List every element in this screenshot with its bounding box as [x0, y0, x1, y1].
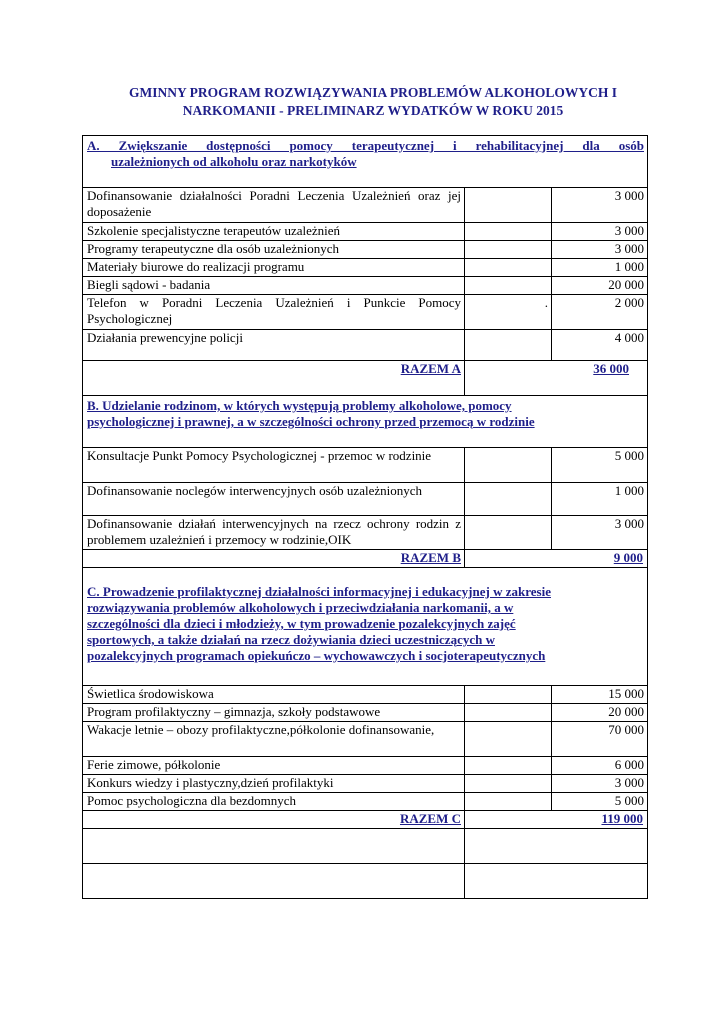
- row-amount: 3 000: [552, 188, 648, 223]
- row-description: Konkurs wiedzy i plastyczny,dzień profilaktyki: [83, 775, 465, 793]
- section-c-heading-line-3: szczególności dla dzieci i młodzieży, w tym prowadzenie pozalekcyjnych zajęć: [87, 616, 516, 631]
- row-amount: 3 000: [552, 223, 648, 241]
- row-description: Pomoc psychologiczna dla bezdomnych: [83, 793, 465, 811]
- row-mid-cell: [465, 793, 552, 811]
- total-value: 119 000: [465, 811, 648, 829]
- row-mid-cell: [465, 722, 552, 757]
- section-c-heading-line-5: pozalekcyjnych programach opiekuńczo – wychowawczych i socjoterapeutycznych: [87, 648, 546, 663]
- row-description: Działania prewencyjne policji: [83, 330, 465, 361]
- table-row: [83, 686, 648, 704]
- section-c-total-row: [83, 811, 648, 829]
- row-amount: 6 000: [552, 757, 648, 775]
- table-row: [83, 188, 648, 223]
- section-c-heading-line-2: rozwiązywania problemów alkoholowych i przeciwdziałania narkomanii, a w: [87, 600, 514, 615]
- row-description: Materiały biurowe do realizacji programu: [83, 259, 465, 277]
- total-label: RAZEM C: [83, 811, 465, 829]
- page-title: [60, 84, 686, 120]
- section-b-heading-line-1: B. Udzielanie rodzinom, w których występują problemy alkoholowe, pomocy: [87, 398, 512, 413]
- row-mid-cell: [465, 775, 552, 793]
- row-description: Dofinansowanie działalności Poradni Leczenia Uzależnień oraz jej doposażenie: [83, 188, 465, 223]
- table-row: [83, 295, 648, 330]
- total-label: RAZEM B: [83, 550, 465, 568]
- row-amount: 5 000: [552, 793, 648, 811]
- budget-table: [82, 135, 648, 899]
- section-b-total-row: [83, 550, 648, 568]
- row-mid-cell: [465, 483, 552, 516]
- row-mid-cell: [465, 757, 552, 775]
- empty-cell: [83, 829, 465, 864]
- row-amount: 4 000: [552, 330, 648, 361]
- table-row: [83, 793, 648, 811]
- row-mid-cell: [465, 516, 552, 550]
- row-amount: 1 000: [552, 259, 648, 277]
- table-row: [83, 241, 648, 259]
- total-value: 36 000: [465, 361, 648, 396]
- row-mid-cell: [465, 686, 552, 704]
- row-mid-cell: .: [465, 295, 552, 330]
- table-row: [83, 722, 648, 757]
- row-amount: 70 000: [552, 722, 648, 757]
- row-amount: 2 000: [552, 295, 648, 330]
- empty-cell: [83, 864, 465, 899]
- row-mid-cell: [465, 223, 552, 241]
- table-row: [83, 775, 648, 793]
- section-c-heading: [83, 568, 648, 686]
- table-row: [83, 259, 648, 277]
- row-description: Konsultacje Punkt Pomocy Psychologicznej - przemoc w rodzinie: [83, 448, 465, 483]
- section-a-heading: [83, 136, 648, 188]
- table-row: [83, 516, 648, 550]
- row-description: Telefon w Poradni Leczenia Uzależnień i Punkcie Pomocy Psychologicznej: [83, 295, 465, 330]
- section-b-header-row: [83, 396, 648, 448]
- title-line-1: GMINNY PROGRAM ROZWIĄZYWANIA PROBLEMÓW ALKOHOLOWYCH I: [129, 85, 617, 100]
- total-value: 9 000: [465, 550, 648, 568]
- section-a-heading-line-2: uzależnionych od alkoholu oraz narkotyków: [111, 154, 357, 169]
- row-mid-cell: [465, 277, 552, 295]
- row-description: Dofinansowanie noclegów interwencyjnych osób uzależnionych: [83, 483, 465, 516]
- row-amount: 3 000: [552, 516, 648, 550]
- table-row: [83, 483, 648, 516]
- row-amount: 3 000: [552, 241, 648, 259]
- empty-cell: [465, 864, 648, 899]
- section-c-heading-line-1: C. Prowadzenie profilaktycznej działalności informacyjnej i edukacyjnej w zakresie: [87, 584, 551, 599]
- section-b-heading-line-2: psychologicznej i prawnej, a w szczególności ochrony przed przemocą w rodzinie: [87, 414, 535, 429]
- total-label: RAZEM A: [83, 361, 465, 396]
- row-description: Szkolenie specjalistyczne terapeutów uzależnień: [83, 223, 465, 241]
- row-amount: 1 000: [552, 483, 648, 516]
- table-row: [83, 277, 648, 295]
- row-mid-cell: [465, 188, 552, 223]
- section-a-total-row: [83, 361, 648, 396]
- table-row: [83, 704, 648, 722]
- section-c-heading-line-4: sportowych, a także działań na rzecz dożywiania dzieci uczestniczących w: [87, 632, 495, 647]
- table-row: [83, 448, 648, 483]
- empty-row: [83, 829, 648, 864]
- title-line-2: NARKOMANII - PRELIMINARZ WYDATKÓW W ROKU 2015: [182, 103, 564, 118]
- row-description: Wakacje letnie – obozy profilaktyczne,półkolonie dofinansowanie,: [83, 722, 465, 757]
- table-row: [83, 757, 648, 775]
- section-c-header-row: [83, 568, 648, 686]
- empty-row: [83, 864, 648, 899]
- row-amount: 5 000: [552, 448, 648, 483]
- row-mid-cell: [465, 448, 552, 483]
- row-mid-cell: [465, 704, 552, 722]
- section-a-heading-line-1: A. Zwiększanie dostępności pomocy terapeutycznej i rehabilitacyjnej dla osób: [87, 138, 645, 153]
- table-row: [83, 223, 648, 241]
- row-mid-cell: [465, 330, 552, 361]
- row-mid-cell: [465, 241, 552, 259]
- row-amount: 20 000: [552, 704, 648, 722]
- section-a-header-row: [83, 136, 648, 188]
- empty-cell: [465, 829, 648, 864]
- row-description: Ferie zimowe, półkolonie: [83, 757, 465, 775]
- row-description: Biegli sądowi - badania: [83, 277, 465, 295]
- row-amount: 20 000: [552, 277, 648, 295]
- row-mid-cell: [465, 259, 552, 277]
- row-description: Programy terapeutyczne dla osób uzależnionych: [83, 241, 465, 259]
- row-amount: 3 000: [552, 775, 648, 793]
- table-row: [83, 330, 648, 361]
- row-description: Świetlica środowiskowa: [83, 686, 465, 704]
- row-amount: 15 000: [552, 686, 648, 704]
- section-b-heading: [83, 396, 648, 448]
- row-description: Dofinansowanie działań interwencyjnych na rzecz ochrony rodzin z problemem uzależnień i przemocy w rodzinie,OIK: [83, 516, 465, 550]
- row-description: Program profilaktyczny – gimnazja, szkoły podstawowe: [83, 704, 465, 722]
